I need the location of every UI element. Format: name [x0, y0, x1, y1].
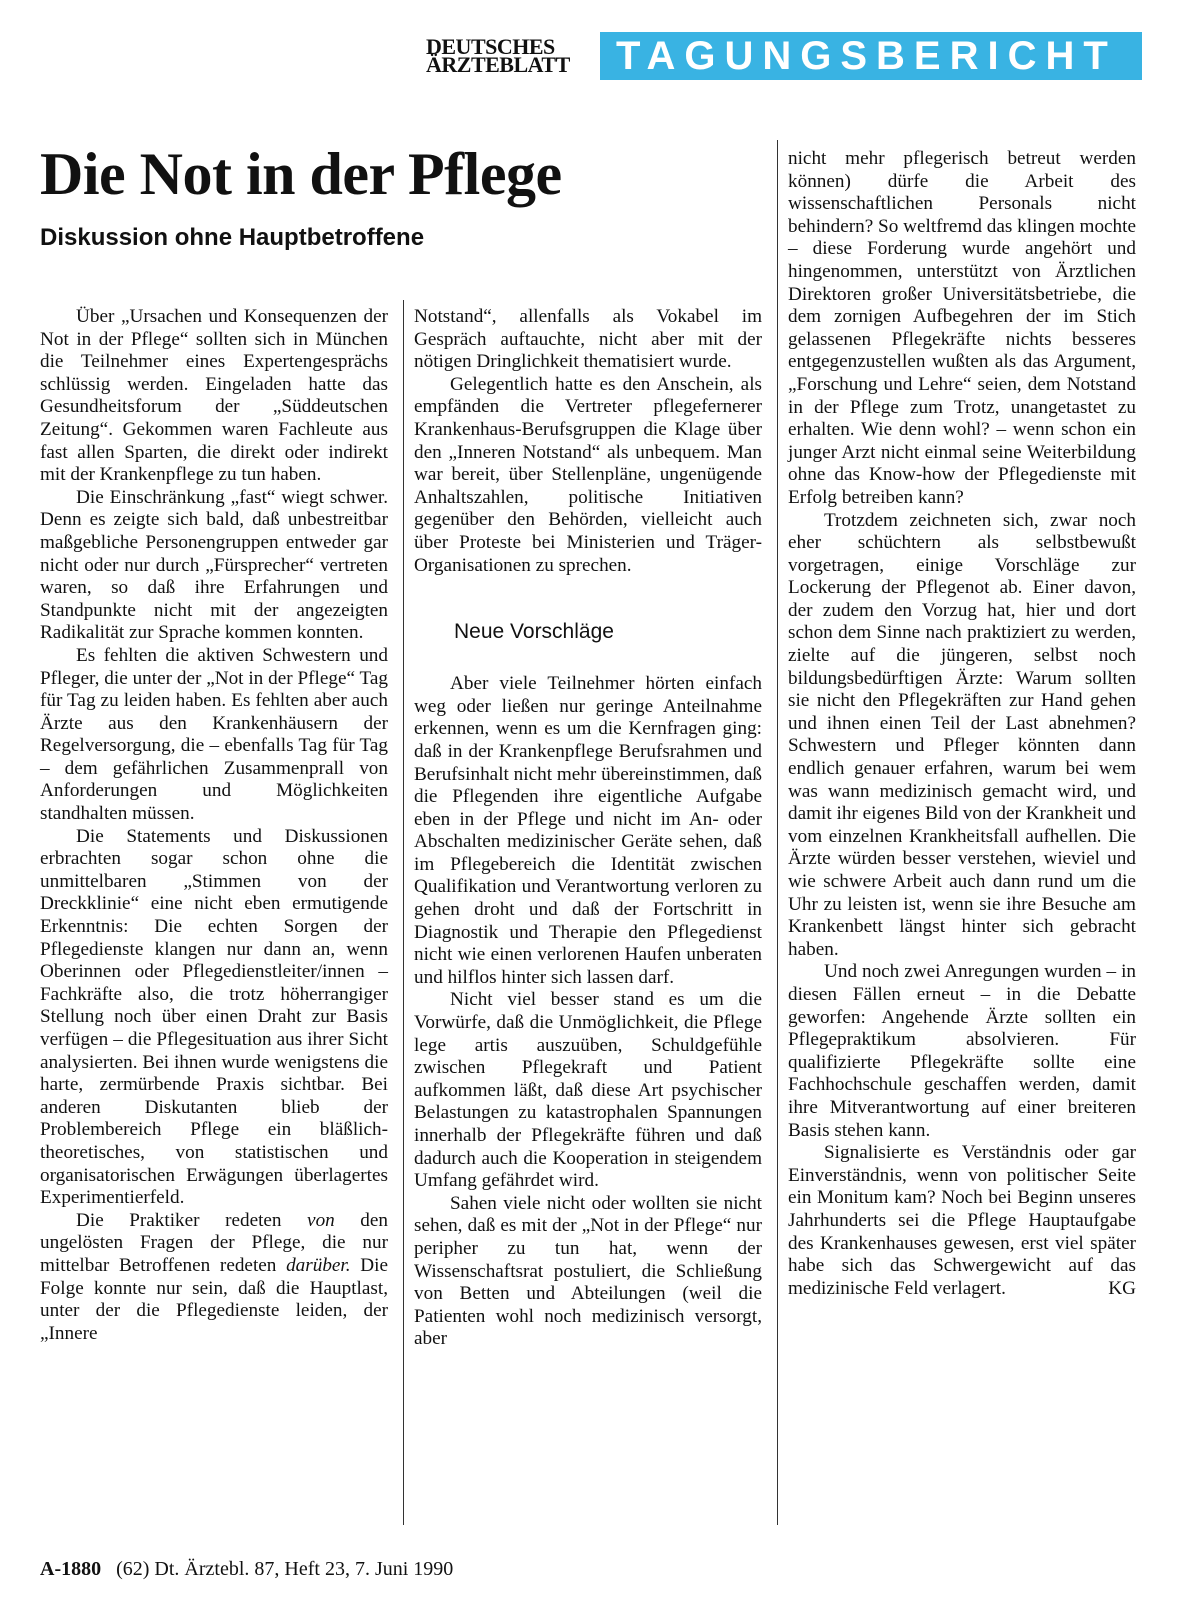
text-run: Signalisierte es Verständnis oder gar Einverständnis, wenn von politischer Seite ein Monitum kam? Noch bei Beginn unseres Jahrhunderts sei die Pflege Hauptaufgabe des Krankenhauses gewesen, erst viel später habe sich das Schwergewicht auf das medizinische Feld verlagert. — [788, 1142, 1136, 1299]
paragraph: Sahen viele nicht oder wollten sie nicht sehen, daß es mit der „Not in der Pflege“ nur peripher zu tun hat, wenn der Wissenschaftsrat postuliert, die Schließung von Betten und Abteilungen (weil die Patienten wohl noch medizinisch versorgt, aber — [414, 1192, 762, 1350]
page-footer — [40, 1558, 453, 1581]
text-run: den ungelösten Fragen der Pflege, die nur mittelbar Betroffenen redeten — [40, 1209, 388, 1276]
column-2 — [414, 306, 762, 1351]
paragraph — [788, 1142, 1136, 1300]
paragraph: nicht mehr pflegerisch betreut werden können) dürfe die Arbeit des wissenschaftlichen Personals nicht behindern? So weltfremd das klingen mochte – diese Forderung wurde angehört und hingenommen, unterstützt von Ärztlichen Direktoren großer Universitätsbetriebe, die dem zornigen Aufbegehren der im Stich gelassenen Pflegekräfte nichts besseres entgegenzustellen wußten als das Argument, „Forschung und Lehre“ seien, dem Notstand in der Pflege zum Trotz, unangetastet zu erhalten. Wie denn wohl? – wenn schon ein junger Arzt nicht einmal seine Weiterbildung ohne das Know-how der Pflegedienste mit Erfolg betreiben kann? — [788, 148, 1136, 508]
paragraph: Es fehlten die aktiven Schwestern und Pfleger, die unter der „Not in der Pflege“ Tag für Tag zu leiden haben. Es fehlten aber auch Ärzte aus den Krankenhäusern der Regelversorgung, die – ebenfalls Tag für Tag – dem gefährlichen Zusammenprall von Anforderungen und Möglichkeiten standhalten müssen. — [40, 644, 388, 825]
paragraph: Und noch zwei Anregungen wurden – in diesen Fällen erneut – in die Debatte geworfen: Angehende Ärzte sollten ein Pflegepraktikum absolvieren. Für qualifizierte Pflegekräfte sollte eine Fachhochschule geschaffen werden, damit ihre Mitverantwortung auf einer breiteren Basis stehen kann. — [788, 961, 1136, 1141]
paragraph: Über „Ursachen und Konsequenzen der Not in der Pflege“ sollten sich in München die Teilnehmer eines Expertengesprächs schlüssig werden. Eingeladen hatte das Gesundheitsforum der „Süddeutschen Zeitung“. Gekommen waren Fachleute aus fast allen Sparten, die direkt oder indirekt mit der Krankenpflege zu tun haben. — [40, 306, 388, 486]
paragraph: Die Einschränkung „fast“ wiegt schwer. Denn es zeigte sich bald, daß unbestreitbar maßgebliche Personengruppen entweder gar nicht oder nur durch „Fürsprecher“ vertreten waren, so daß ihre Erfahrungen und Standpunkte nicht mit der angezeigten Radikalität zur Sprache kommen konnten. — [40, 486, 388, 644]
emphasis: von — [307, 1209, 335, 1231]
paragraph: Gelegentlich hatte es den Anschein, als empfänden die Vertreter pflegefernerer Krankenhaus-Berufsgruppen die Klage über den „Inneren Notstand“ als unbequem. Man war bereit, über Stellenpläne, ungenügende Anhaltszahlen, politische Initiativen gegenüber den Behörden, vielleicht auch über Proteste bei Ministerien und Träger-Organisationen zu sprechen. — [414, 373, 762, 576]
author-signature: KG — [1108, 1277, 1136, 1299]
masthead-line-2: ÄRZTEBLATT — [426, 52, 570, 77]
publication-info: (62) Dt. Ärztebl. 87, Heft 23, 7. Juni 1990 — [116, 1558, 454, 1580]
column-divider — [403, 300, 404, 1525]
section-heading: Neue Vorschläge — [454, 620, 614, 644]
text-run: Die Folge konnte nur sein, daß die Hauptlast, unter der die Pflegedienste leiden, der „Innere — [40, 1254, 388, 1344]
paragraph: Die Statements und Diskussionen erbrachten sogar schon ohne die unmittelbaren „Stimmen von der Dreckklinie“ eine nicht eben ermutigende Erkenntnis: Die echten Sorgen der Pflegedienste klangen nur dann an, wenn Oberinnen oder Pflegedienstleiter/innen – Fachkräfte also, die trotz höherrangiger Stellung noch über einen Draht zur Basis verfügen – die Pflegesituation aus ihrer Sicht analysierten. Bei ihnen wurde wenigstens die harte, zermürbende Praxis sichtbar. Bei anderen Diskutanten blieb der Problembereich Pflege ein bläßlich-theoretisches, von statistischen und organisatorischen Erwägungen überlagertes Experimentierfeld. — [40, 825, 388, 1209]
article-title: Die Not in der Pflege — [40, 141, 562, 207]
text-run: Die Praktiker redeten — [76, 1209, 308, 1231]
column-1 — [40, 306, 388, 1345]
page-number: A-1880 — [40, 1558, 102, 1580]
paragraph — [40, 1210, 388, 1346]
article-subtitle: Diskussion ohne Hauptbetroffene — [40, 224, 425, 251]
paragraph: Nicht viel besser stand es um die Vorwürfe, daß die Unmöglichkeit, die Pflege lege artis auszuüben, Schuldgefühle zwischen Pflegekraft und Patient aufkommen läßt, daß diese Art psychischer Belastungen zu katastrophalen Spannungen innerhalb der Pflegekräfte führen und daß dadurch auch die Kooperation in steigendem Umfang gefährdet wird. — [414, 989, 762, 1192]
section-banner: TAGUNGSBERICHT — [600, 32, 1142, 80]
paragraph: Trotzdem zeichneten sich, zwar noch eher schüchtern als selbstbewußt vorgetragen, einige Vorschläge zur Lockerung der Pflegenot ab. Einer davon, der zudem den Vorzug hat, hier und dort schon dem Sinne nach praktiziert zu werden, zielte auf die jüngeren, selbst noch bildungsbedürftigen Ärzte: Warum sollten sie nicht den Pflegekräften zur Hand gehen und ihnen einen Teil der Last abnehmen? Schwestern und Pfleger könnten dann endlich genauer erfahren, warum bei wem was wann medizinisch gemacht wird, und damit ihr eigenes Bild von der Krankheit und vom einzelnen Krankheitsfall aufhellen. Die Ärzte würden besser verstehen, wieviel und wie schwere Arbeit auch dann rund um die Uhr zu leisten ist, wenn sie ihre Besuche am Krankenbett längst hinter sich gebracht haben. — [788, 509, 1136, 960]
masthead-line-1: DEUTSCHES — [426, 34, 555, 59]
masthead-logo — [426, 34, 570, 77]
paragraph: Aber viele Teilnehmer hörten einfach weg oder ließen nur geringe Anteilnahme erkennen, wenn es um die Kernfragen ging: daß in der Krankenpflege Berufsrahmen und Berufsinhalt nicht mehr übereinstimmen, daß die Pflegenden ihre eigentliche Aufgabe eben in der Pflege und nicht im An- oder Abschalten medizinischer Geräte sehen, daß im Pflegebereich die Identität zwischen Qualifikation und Verantwortung verloren zu gehen droht und daß der Fortschritt in Diagnostik und Therapie den Pflegedienst nicht wie einen verlorenen Haufen unberaten und hilflos hinter sich lassen darf. — [414, 673, 762, 988]
column-divider — [777, 140, 778, 1525]
paragraph: Notstand“, allenfalls als Vokabel im Gespräch auftauchte, nicht aber mit der nötigen Dringlichkeit thematisiert wurde. — [414, 306, 762, 373]
emphasis: darüber. — [286, 1254, 351, 1276]
column-3 — [788, 148, 1136, 1300]
